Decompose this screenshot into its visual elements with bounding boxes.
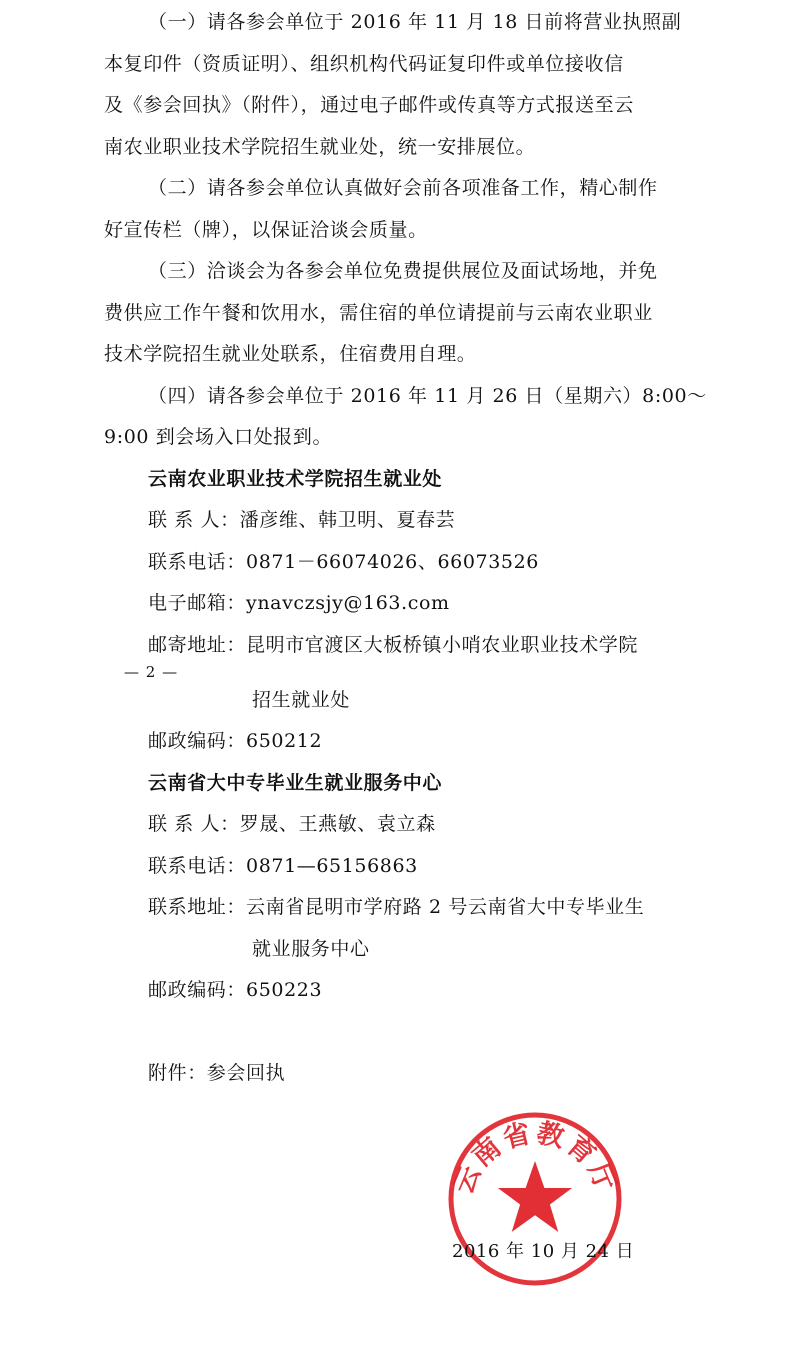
- contact-1-phone: 联系电话：0871－66074026、66073526: [148, 551, 539, 573]
- contact-2-person: 联 系 人：罗晟、王燕敏、袁立森: [148, 813, 436, 835]
- contact-1-org: 云南农业职业技术学院招生就业处: [148, 468, 443, 490]
- para-1-line-3: 及《参会回执》（附件），通过电子邮件或传真等方式报送至云: [104, 94, 634, 116]
- para-1-line-1: （一）请各参会单位于 2016 年 11 月 18 日前将营业执照副: [148, 11, 682, 33]
- seal-star-icon: [498, 1161, 572, 1232]
- page-number: — 2 —: [124, 663, 179, 681]
- document-date: 2016 年 10 月 24 日: [452, 1241, 635, 1262]
- para-2-line-2: 好宣传栏（牌），以保证洽谈会质量。: [104, 219, 428, 241]
- para-1-line-2: 本复印件（资质证明）、组织机构代码证复印件或单位接收信: [104, 53, 624, 75]
- contact-1-postcode: 邮政编码：650212: [148, 730, 323, 752]
- para-3-line-3: 技术学院招生就业处联系，住宿费用自理。: [104, 343, 477, 365]
- para-1-line-4: 南农业职业技术学院招生就业处，统一安排展位。: [104, 136, 536, 158]
- contact-1-address-line-2: 招生就业处: [252, 689, 351, 711]
- para-3-line-1: （三）洽谈会为各参会单位免费提供展位及面试场地，并免: [148, 260, 658, 282]
- para-3-line-2: 费供应工作午餐和饮用水，需住宿的单位请提前与云南农业职业: [104, 302, 653, 324]
- contact-2-address-line-2: 就业服务中心: [252, 938, 370, 960]
- contact-1-email: 电子邮箱：ynavczsjy@163.com: [148, 592, 450, 614]
- attachment-note: 附件：参会回执: [148, 1062, 286, 1084]
- contact-2-phone: 联系电话：0871—65156863: [148, 855, 418, 877]
- contact-2-org: 云南省大中专毕业生就业服务中心: [148, 772, 443, 794]
- para-4-line-2: 9:00 到会场入口处报到。: [104, 426, 333, 448]
- contact-2-postcode: 邮政编码：650223: [148, 979, 323, 1001]
- para-4-line-1: （四）请各参会单位于 2016 年 11 月 26 日（星期六）8:00～: [148, 385, 707, 407]
- contact-1-person: 联 系 人：潘彦维、韩卫明、夏春芸: [148, 509, 456, 531]
- contact-1-address-line-1: 邮寄地址：昆明市官渡区大板桥镇小哨农业职业技术学院: [148, 634, 639, 656]
- seal-text: 云南省教育厅: [448, 1117, 622, 1199]
- para-2-line-1: （二）请各参会单位认真做好会前各项准备工作，精心制作: [148, 177, 658, 199]
- contact-2-address-line-1: 联系地址：云南省昆明市学府路 2 号云南省大中专毕业生: [148, 896, 645, 918]
